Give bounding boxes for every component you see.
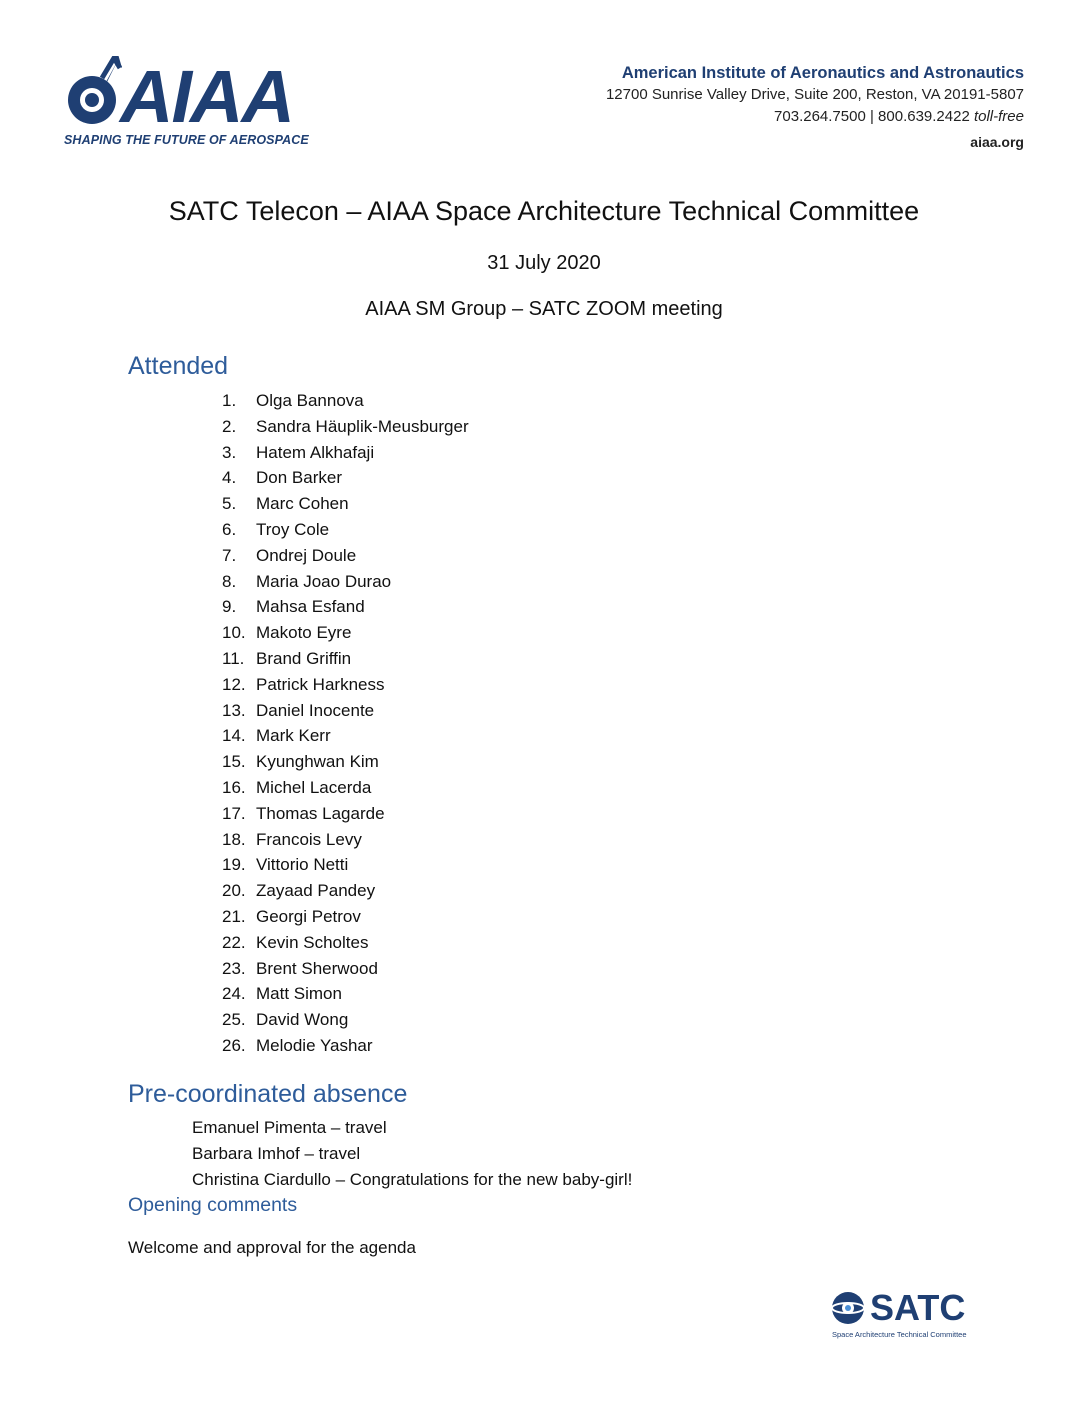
attendee-item [222,981,469,1007]
attendee-name: Mark Kerr [256,726,331,746]
attendee-number: 6. [222,519,237,539]
attendee-item [222,904,469,930]
attendee-item [222,852,469,878]
aiaa-wordmark: AIAA [120,55,293,138]
attendee-item [222,749,469,775]
meeting-date: 31 July 2020 [487,252,601,274]
aiaa-tagline: SHAPING THE FUTURE OF AEROSPACE [64,133,309,147]
attendee-item [222,517,469,543]
attendee-name: Melodie Yashar [256,1035,373,1055]
attendee-item [222,801,469,827]
attendee-name: Brent Sherwood [256,958,378,978]
attendee-name: Sandra Häuplik-Meusburger [256,416,469,436]
attendee-number: 2. [222,416,237,436]
attendee-number: 8. [222,571,237,591]
attendee-number: 7. [222,545,237,565]
attendee-item [222,1033,469,1059]
attendee-number: 4. [222,468,237,488]
attendee-name: Matt Simon [256,984,342,1004]
attendee-name: Daniel Inocente [256,700,375,720]
attendee-name: Makoto Eyre [256,623,352,643]
absence-item: Emanuel Pimenta – travel [192,1118,387,1137]
attendee-number: 13. [222,700,246,720]
attendee-name: Thomas Lagarde [256,803,385,823]
attendee-item [222,646,469,672]
absence-item: Barbara Imhof – travel [192,1144,361,1163]
attendee-item [222,723,469,749]
attendee-item [222,594,469,620]
attendee-name: Ondrej Doule [256,545,357,565]
organization-address [606,62,1024,153]
phone-numbers: 703.264.7500 | 800.639.2422 [774,108,970,125]
attendee-number: 14. [222,726,246,746]
attendee-number: 25. [222,1010,246,1030]
opening-text: Welcome and approval for the agenda [128,1238,416,1257]
opening-heading: Opening comments [128,1194,298,1216]
attendee-name: Olga Bannova [256,391,364,410]
attendee-item [222,440,469,466]
attendee-number: 10. [222,623,246,643]
attendee-item [222,620,469,646]
satc-wordmark: SATC [870,1287,966,1328]
attendee-name: Kevin Scholtes [256,932,369,952]
attendee-item [222,878,469,904]
satc-logo [830,1288,970,1348]
attendee-item [222,672,469,698]
attendee-number: 22. [222,932,246,952]
attendee-number: 17. [222,803,246,823]
attendee-name: Georgi Petrov [256,906,361,926]
absence-list [192,1115,632,1193]
toll-free-note: toll-free [973,108,1024,125]
attendee-number: 26. [222,1035,246,1055]
attendee-item [222,698,469,724]
document-title: SATC Telecon – AIAA Space Architecture Technical Committee [168,196,920,226]
attendee-item [222,569,469,595]
aiaa-orbit-arrow-icon [62,56,122,132]
absence-item: Christina Ciardullo – Congratulations for the new baby-girl! [192,1170,633,1189]
attendee-item [222,775,469,801]
meeting-name: AIAA SM Group – SATC ZOOM meeting [365,298,723,320]
attendee-name: Brand Griffin [256,648,352,668]
attendee-name: David Wong [256,1010,349,1030]
website-link[interactable]: aiaa.org [970,134,1024,150]
attendee-number: 21. [222,906,246,926]
attendee-name: Don Barker [256,468,342,488]
attendee-item [222,956,469,982]
satc-globe-icon [830,1290,866,1326]
attendee-number: 20. [222,881,246,901]
phone-line [606,106,1024,128]
attendee-number: 19. [222,855,246,875]
attendee-name: Michel Lacerda [256,777,372,797]
attendee-item [222,827,469,853]
aiaa-logo [62,56,334,152]
attendee-item [222,414,469,440]
attendee-item [222,930,469,956]
attendee-number: 5. [222,494,237,514]
attendee-name: Maria Joao Durao [256,571,392,591]
attendee-item [222,543,469,569]
street-address: 12700 Sunrise Valley Drive, Suite 200, Reston, VA 20191-5807 [605,86,1024,103]
attendee-number: 1. [222,391,237,410]
attendee-item [222,388,469,414]
attendee-name: Patrick Harkness [256,674,385,694]
attendee-number: 23. [222,958,246,978]
attendee-number: 16. [222,777,246,797]
attendee-number: 9. [222,597,237,617]
attendee-number: 3. [222,442,237,462]
attendee-item [222,1007,469,1033]
attendee-name: Marc Cohen [256,494,349,514]
satc-subtitle: Space Architecture Technical Committee [832,1330,967,1339]
attendee-name: Kyunghwan Kim [256,752,379,772]
attendee-number: 24. [222,984,246,1004]
absence-heading: Pre-coordinated absence [128,1080,408,1108]
organization-name: American Institute of Aeronautics and Astronautics [621,64,1024,82]
attendee-name: Mahsa Esfand [256,597,365,617]
attendee-number: 15. [222,752,246,772]
attendee-name: Hatem Alkhafaji [256,442,375,462]
attendee-name: Troy Cole [256,519,330,539]
attendee-number: 11. [222,648,245,668]
attendee-item [222,465,469,491]
attendee-list [222,388,469,1059]
attendee-name: Zayaad Pandey [256,881,376,901]
attendee-name: Vittorio Netti [256,855,349,875]
attendee-name: Francois Levy [256,829,362,849]
attendee-item [222,491,469,517]
attendee-number: 12. [222,674,246,694]
attendee-number: 18. [222,829,246,849]
attended-heading: Attended [128,352,229,380]
